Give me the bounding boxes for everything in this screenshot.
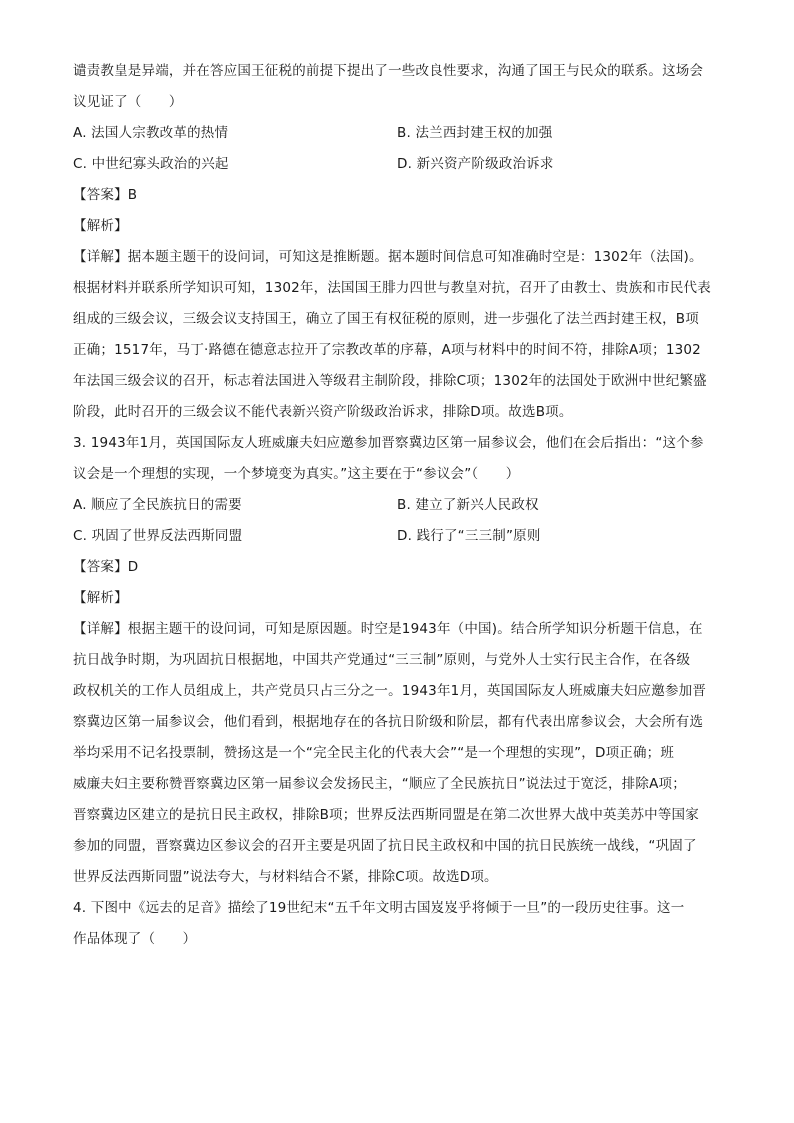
question-2: [73, 62, 733, 434]
detail-line: 组成的三级会议，三级会议支持国王，确立了国王有权征税的原则，进一步强化了法兰西封建王权，B项: [73, 311, 699, 327]
options-row: [73, 496, 733, 527]
option-b: B. 法兰西封建王权的加强: [397, 125, 553, 141]
detail-line: 察冀边区第一届参议会，他们看到，根据地存在的各抗日阶级和阶层，都有代表出席参议会，大会所有选: [73, 714, 704, 730]
detail-line: 政权机关的工作人员组成上，共产党员只占三分之一。1943年1月，英国国际友人班威廉夫妇应邀参加晋: [73, 683, 707, 699]
question-4: [73, 899, 733, 961]
options-row: [73, 155, 733, 186]
question-stem-line: 4. 下图中《远去的足音》描绘了19世纪末“五千年文明古国岌岌乎将倾于一旦”的一段历史往事。这一: [73, 900, 685, 916]
question-stem-line: 议见证了（ ）: [73, 94, 183, 110]
option-c: C. 中世纪寡头政治的兴起: [73, 156, 229, 172]
analysis-label: 【解析】: [73, 218, 128, 234]
option-a: A. 法国人宗教改革的热情: [73, 125, 229, 141]
option-b: B. 建立了新兴人民政权: [397, 497, 539, 513]
detail-line: 参加的同盟，晋察冀边区参议会的召开主要是巩固了抗日民主政权和中国的抗日民族统一战线，“巩固了: [73, 838, 697, 854]
answer-label: 【答案】B: [73, 187, 138, 203]
detail-line: 举均采用不记名投票制，赞扬这是一个“完全民主化的代表大会”“是一个理想的实现”，D项正确；班: [73, 745, 675, 761]
detail-line: 威廉夫妇主要称赞晋察冀边区第一届参议会发扬民主，“顺应了全民族抗日”说法过于宽泛，排除A项；: [73, 776, 686, 792]
document-page: [73, 62, 733, 961]
detail-line: 【详解】据本题主题干的设问词，可知这是推断题。据本题时间信息可知准确时空是：1302年（法国)。: [73, 249, 703, 265]
detail-line: 根据材料并联系所学知识可知，1302年，法国国王腓力四世与教皇对抗，召开了由教士、贵族和市民代表: [73, 280, 711, 296]
options-row: [73, 124, 733, 155]
question-stem-line: 议会是一个理想的实现，一个梦境变为真实。”这主要在于“参议会”（ ）: [73, 466, 520, 482]
analysis-label: 【解析】: [73, 590, 128, 606]
question-stem-line: 作品体现了（ ）: [73, 931, 197, 947]
option-c: C. 巩固了世界反法西斯同盟: [73, 528, 243, 544]
option-d: D. 新兴资产阶级政治诉求: [397, 156, 554, 172]
answer-label: 【答案】D: [73, 559, 139, 575]
option-a: A. 顺应了全民族抗日的需要: [73, 497, 242, 513]
detail-line: 【详解】根据主题干的设问词，可知是原因题。时空是1943年（中国)。结合所学知识分析题干信息，在: [73, 621, 703, 637]
question-3: [73, 434, 733, 899]
detail-line: 晋察冀边区建立的是抗日民主政权，排除B项；世界反法西斯同盟是在第二次世界大战中英美苏中等国家: [73, 807, 699, 823]
detail-line: 阶段，此时召开的三级会议不能代表新兴资产阶级政治诉求，排除D项。故选B项。: [73, 404, 573, 420]
options-row: [73, 527, 733, 558]
question-stem-line: 谴责教皇是异端，并在答应国王征税的前提下提出了一些改良性要求，沟通了国王与民众的联系。这场会: [73, 63, 704, 79]
option-d: D. 践行了“三三制”原则: [397, 528, 541, 544]
question-stem-line: 3. 1943年1月，英国国际友人班威廉夫妇应邀参加晋察冀边区第一届参议会，他们在会后指出：“这个参: [73, 435, 704, 451]
detail-line: 年法国三级会议的召开，标志着法国进入等级君主制阶段，排除C项；1302年的法国处于欧洲中世纪繁盛: [73, 373, 707, 389]
detail-line: 世界反法西斯同盟”说法夸大，与材料结合不紧，排除C项。故选D项。: [73, 869, 498, 885]
detail-line: 抗日战争时期，为巩固抗日根据地，中国共产党通过“三三制”原则，与党外人士实行民主合作，在各级: [73, 652, 691, 668]
detail-line: 正确；1517年，马丁·路德在德意志拉开了宗教改革的序幕，A项与材料中的时间不符，排除A项；1302: [73, 342, 701, 358]
